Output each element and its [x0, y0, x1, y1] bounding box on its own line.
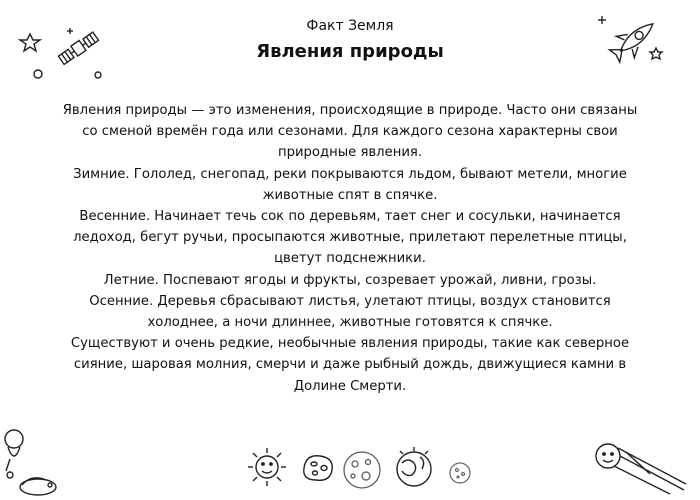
rocket-icon — [596, 8, 676, 68]
paragraph-autumn: Осенние. Деревья сбрасывают листья, улетают птицы, воздух становится холоднее, а ночи длиннее, животные готовятся к спячке. — [89, 293, 611, 331]
page-subtitle: Факт Земля — [306, 18, 394, 34]
planet-icon — [447, 460, 473, 486]
astronaut-icon — [0, 425, 62, 497]
paragraph-intro: Явления природы — это изменения, происходящие в природе. Часто они связаны со сменой времён года или сезонами. Для каждого сезона характерны свои природные явления. — [62, 103, 638, 161]
paragraph-summer: Летние. Поспевают ягоды и фрукты, созревает урожай, ливни, грозы. — [103, 272, 597, 288]
paragraph-winter: Зимние. Гололед, снегопад, реки покрываются льдом, бывают метели, многие животные спят в спячке. — [73, 166, 627, 203]
comet-icon — [590, 440, 690, 496]
body-text — [62, 100, 638, 397]
moon-icon — [340, 448, 384, 492]
earth-icon — [392, 445, 436, 491]
satellite-icon — [18, 20, 108, 82]
asteroid-icon — [298, 450, 338, 486]
sun-icon — [246, 446, 288, 488]
paragraph-spring: Весенние. Начинает течь сок по деревьям, тает снег и сосульки, начинается ледоход, бегут ручьи, просыпаются животные, прилетают перелетные птицы, цветут подснежники. — [73, 209, 627, 267]
paragraph-rare: Существуют и очень редкие, необычные явления природы, такие как северное сияние, шаровая молния, смерчи и даже рыбный дождь, движущиеся камни в Долине Смерти. — [70, 336, 630, 394]
page-title: Явления природы — [256, 41, 444, 62]
